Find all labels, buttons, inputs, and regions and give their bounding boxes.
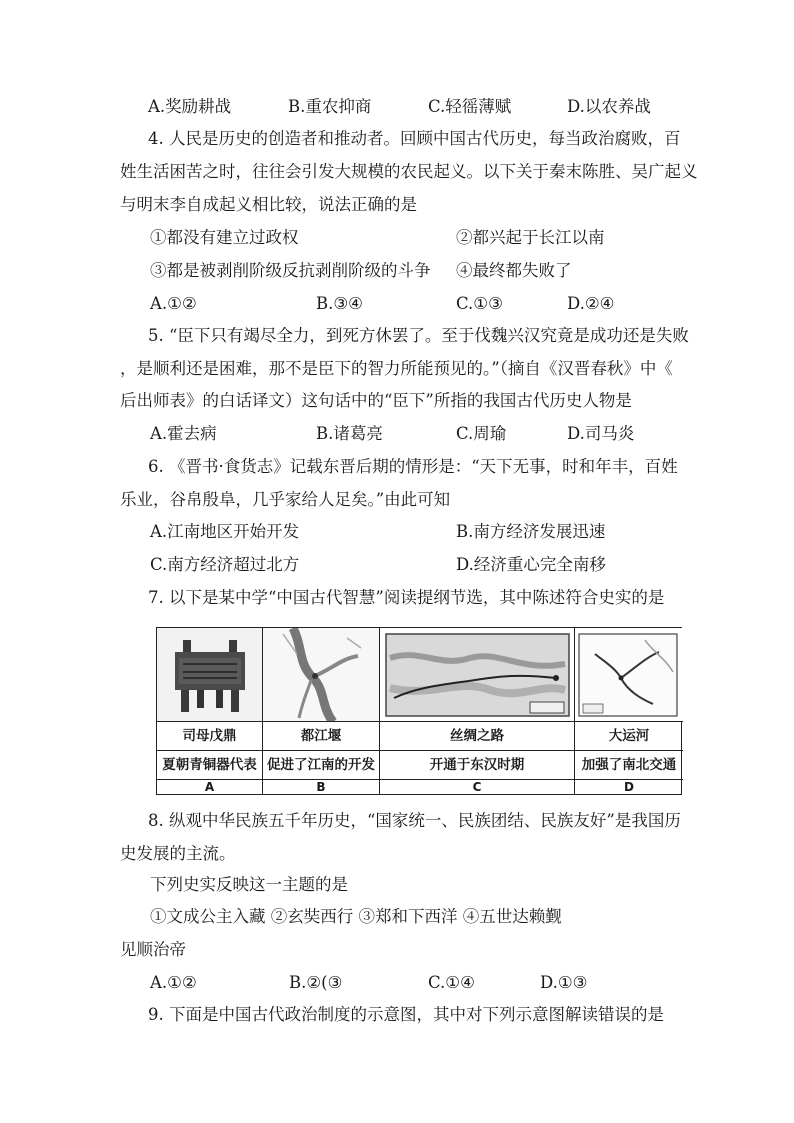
q4-item-2: ②都兴起于长江以南 [456, 228, 605, 247]
q8-stem-line2: 史发展的主流。 [120, 844, 236, 863]
q7-table [156, 627, 682, 795]
q7-a-desc: 夏朝青铜器代表 [157, 751, 262, 780]
q5-option-b: B.诸葛亮 [316, 424, 383, 443]
q5-stem-line1: 5. “臣下只有竭尽全力，到死方休罢了。至于伐魏兴汉究竟是成功还是失败 [148, 326, 689, 345]
q6-option-a: A.江南地区开始开发 [150, 522, 300, 541]
q4-option-a: A.①② [150, 294, 197, 313]
q7-a-name: 司母戊鼎 [157, 722, 262, 751]
q6-stem-line1: 6. 《晋书·食货志》记载东晋后期的情形是：“天下无事，时和年丰，百姓 [148, 457, 678, 476]
grand-canal-map-image [575, 628, 683, 722]
q7-column-b [263, 628, 380, 794]
q8-option-d: D.①③ [540, 973, 588, 992]
q8-option-a: A.①② [150, 973, 197, 992]
q4-option-c: C.①③ [456, 294, 503, 313]
q4-stem-line2: 姓生活困苦之时，往往会引发大规模的农民起义。以下关于秦末陈胜、吴广起义 [120, 162, 698, 181]
q4-stem-line1: 4. 人民是历史的创造者和推动者。回顾中国古代历史，每当政治腐败，百 [148, 129, 681, 148]
q3-option-a: A.奖励耕战 [148, 97, 232, 116]
q4-item-3: ③都是被剥削阶级反抗剥削阶级的斗争 [150, 261, 431, 280]
q5-option-a: A.霍去病 [150, 424, 217, 443]
q7-c-letter: C [472, 780, 482, 794]
q4-stem-line3: 与明末李自成起义相比较，说法正确的是 [120, 195, 417, 214]
q9-stem-line1: 9. 下面是中国古代政治制度的示意图，其中对下列示意图解读错误的是 [148, 1005, 664, 1024]
q7-column-a [157, 628, 263, 794]
q4-item-4: ④最终都失败了 [456, 261, 572, 280]
q8-items-line: ①文成公主入藏 ②玄奘西行 ③郑和下西洋 ④五世达赖觐 [150, 907, 562, 926]
q4-item-1: ①都没有建立过政权 [150, 228, 299, 247]
q7-stem-line1: 7. 以下是某中学“中国古代智慧”阅读提纲节选，其中陈述符合史实的是 [148, 588, 665, 607]
q7-c-desc: 开通于东汉时期 [380, 751, 574, 780]
q7-a-letter: A [204, 780, 215, 794]
q8-items-line2: 见顺治帝 [120, 940, 186, 959]
q8-option-b: B.②(③ [289, 973, 343, 992]
q8-stem-line3: 下列史实反映这一主题的是 [150, 875, 348, 894]
q5-option-d: D.司马炎 [567, 424, 635, 443]
q5-stem-line2: ，是顺利还是困难，那不是臣下的智力所能预见的。”（摘自《汉晋春秋》中《 [120, 359, 673, 378]
q7-b-name: 都江堰 [263, 722, 379, 751]
q7-column-d [575, 628, 683, 794]
dujiangyan-map-image [263, 628, 379, 722]
q3-option-d: D.以农养战 [567, 97, 651, 116]
q5-option-c: C.周瑜 [456, 424, 507, 443]
q6-stem-line2: 乐业，谷帛殷阜，几乎家给人足矣。”由此可知 [120, 490, 451, 509]
q6-option-d: D.经济重心完全南移 [456, 555, 606, 574]
q8-option-c: C.①④ [428, 973, 475, 992]
q4-option-b: B.③④ [316, 294, 363, 313]
q7-c-name: 丝绸之路 [380, 722, 574, 751]
q7-b-letter: B [316, 780, 326, 794]
q7-column-c [380, 628, 575, 794]
q7-d-desc: 加强了南北交通 [575, 751, 683, 780]
q6-option-c: C.南方经济超过北方 [150, 555, 300, 574]
q8-stem-line1: 8. 纵观中华民族五千年历史，“国家统一、民族团结、民族友好”是我国历 [148, 811, 681, 830]
q5-stem-line3: 后出师表》的白话译文）这句话中的“臣下”所指的我国古代历史人物是 [120, 391, 632, 410]
q7-d-letter: D [624, 780, 634, 794]
q7-b-desc: 促进了江南的开发 [263, 751, 379, 780]
q7-d-name: 大运河 [575, 722, 683, 751]
q4-option-d: D.②④ [567, 294, 615, 313]
q3-option-c: C.轻徭薄赋 [428, 97, 512, 116]
q3-option-b: B.重农抑商 [288, 97, 372, 116]
q6-option-b: B.南方经济发展迅速 [456, 522, 606, 541]
bronze-ding-image [157, 628, 262, 722]
silk-road-map-image [380, 628, 574, 722]
